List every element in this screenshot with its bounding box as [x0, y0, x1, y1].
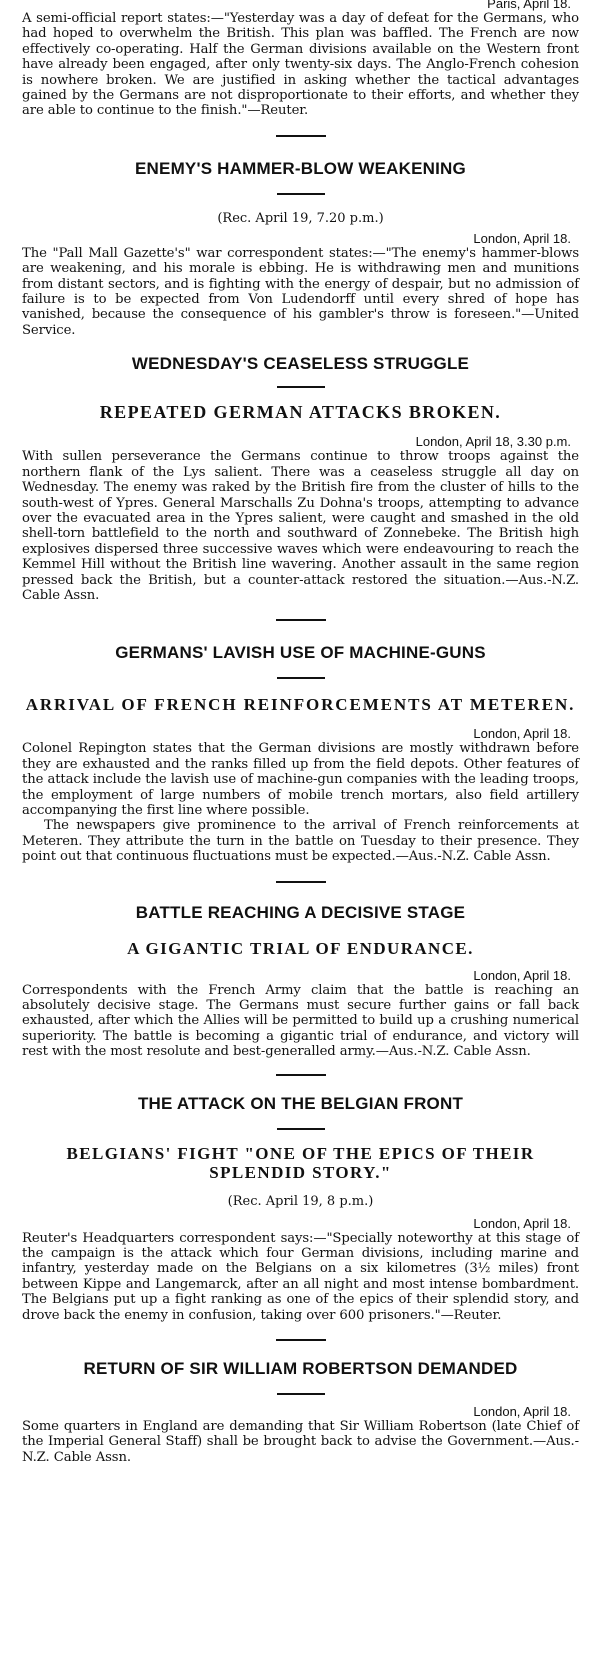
divider	[277, 1128, 325, 1130]
divider	[277, 677, 325, 679]
divider	[276, 135, 326, 137]
subheadline: BELGIANS' FIGHT "ONE OF THE EPICS OF THEIR SPLENDID STORY."	[66, 1143, 535, 1182]
divider	[277, 193, 325, 195]
article-machine-guns	[0, 643, 601, 864]
divider	[277, 1393, 325, 1395]
received-time: (Rec. April 19, 7.20 p.m.)	[217, 210, 384, 226]
article-body: Colonel Repington states that the German divisions are mostly withdrawn before they are exhausted and the ranks filled up from the field depots. Other features of the attack include the lavish use of machine-gun companies with the leading troops, the employment of large numbers of mobile trench mortars, also field artillery accompanying the first line where possible.	[22, 741, 579, 818]
article-body: Some quarters in England are demanding that Sir William Robertson (late Chief of the Imperial General Staff) shall be brought back to advise the Government.—Aus.-N.Z. Cable Assn.	[22, 1419, 579, 1465]
headline: GERMANS' LAVISH USE OF MACHINE-GUNS	[115, 643, 486, 663]
article-body: Correspondents with the French Army claim that the battle is reaching an absolutely decisive stage. The Germans must secure further gains or fall back exhausted, after which the Allies will be permitted to build up a crushing numerical superiority. The battle is becoming a gigantic trial of endurance, and victory will rest with the most resolute and best-generalled army.—Aus.-N.Z. Cable Assn.	[22, 982, 579, 1060]
divider	[276, 1074, 326, 1076]
dateline: London, April 18.	[473, 1404, 571, 1420]
article-belgian-front	[0, 1094, 601, 1323]
subheadline: ARRIVAL OF FRENCH REINFORCEMENTS AT METEREN.	[25, 695, 576, 715]
headline: THE ATTACK ON THE BELGIAN FRONT	[137, 1093, 464, 1113]
divider	[276, 1339, 326, 1341]
headline: BATTLE REACHING A DECISIVE STAGE	[135, 902, 466, 922]
article-body: With sullen perseverance the Germans continue to throw troops against the northern flank of the Lys salient. There was a ceaseless struggle all day on Wednesday. The enemy was raked by the British fire from the cluster of hills to the south-west of Ypres. General Marschalls Zu Dohna's troops, attempting to advance over the evacuated area in the Ypres salient, were caught and smashed in the old shell-torn battlefield to the north and southward of Zonnebeke. The British high explosives dispersed three successive waves which were endeavouring to reach the Kemmel Hill without the British line wavering. Another assault in the same region pressed back the British, but a counter-attack restored the situation.—Aus.-N.Z. Cable Assn.	[22, 449, 579, 603]
dateline: London, April 18, 3.30 p.m.	[415, 434, 571, 450]
dateline: London, April 18.	[473, 967, 571, 983]
dateline: London, April 18.	[473, 230, 571, 246]
dateline: Paris, April 18.	[487, 0, 571, 11]
received-time: (Rec. April 19, 8 p.m.)	[227, 1193, 374, 1209]
dateline: London, April 18.	[473, 1215, 571, 1231]
headline: ENEMY'S HAMMER-BLOW WEAKENING	[135, 158, 466, 178]
article-decisive-stage	[0, 903, 601, 1060]
dateline: London, April 18.	[473, 726, 571, 742]
subheadline: REPEATED GERMAN ATTACKS BROKEN.	[99, 402, 502, 423]
article-body-continued: The newspapers give prominence to the arrival of French reinforcements at Meteren. They attribute the turn in the battle on Tuesday to their presence. They point out that continuous fluctuations must be expected.—Aus.-N.Z. Cable Assn.	[22, 818, 579, 865]
headline: RETURN OF SIR WILLIAM ROBERTSON DEMANDED	[83, 1359, 518, 1379]
article-hammer-blow	[0, 159, 601, 338]
divider	[277, 386, 325, 388]
divider	[276, 881, 326, 883]
article-body: A semi-official report states:—"Yesterday was a day of defeat for the Germans, who had hoped to overwhelm the British. This plan was baffled. The French are now effectively co-operating. Half the German divisions available on the Western front have already been engaged, after only twenty-six days. The Anglo-French cohesion is nowhere broken. We are justified in asking whether the tactical advantages gained by the Germans are not disproportionate to their efforts, and whether they are able to continue to the finish."—Reuter.	[22, 11, 579, 119]
article-paris-report	[0, 0, 601, 119]
subheadline: A GIGANTIC TRIAL OF ENDURANCE.	[127, 938, 474, 958]
article-ceaseless-struggle	[0, 354, 601, 603]
article-robertson	[0, 1359, 601, 1465]
article-body: Reuter's Headquarters correspondent says:—"Specially noteworthy at this stage of the campaign is the attack which four German divisions, including marine and infantry, yesterday made on the Belgians on a six kilometres (3½ miles) front between Kippe and Langemarck, after an all night and most intense bombardment. The Belgians put up a fight ranking as one of the epics of their splendid story, and drove back the enemy in confusion, taking over 600 prisoners."—Reuter.	[22, 1230, 579, 1323]
divider	[276, 619, 326, 621]
headline: WEDNESDAY'S CEASELESS STRUGGLE	[131, 354, 470, 374]
article-body: The "Pall Mall Gazette's" war correspondent states:—"The enemy's hammer-blows are weakening, and his morale is ebbing. He is withdrawing men and munitions from distant sectors, and is fighting with the energy of despair, but no admission of failure is to be expected from Von Ludendorff until every shred of hope has vanished, because the consequence of his gambler's throw is foreseen."—United Service.	[22, 245, 579, 338]
